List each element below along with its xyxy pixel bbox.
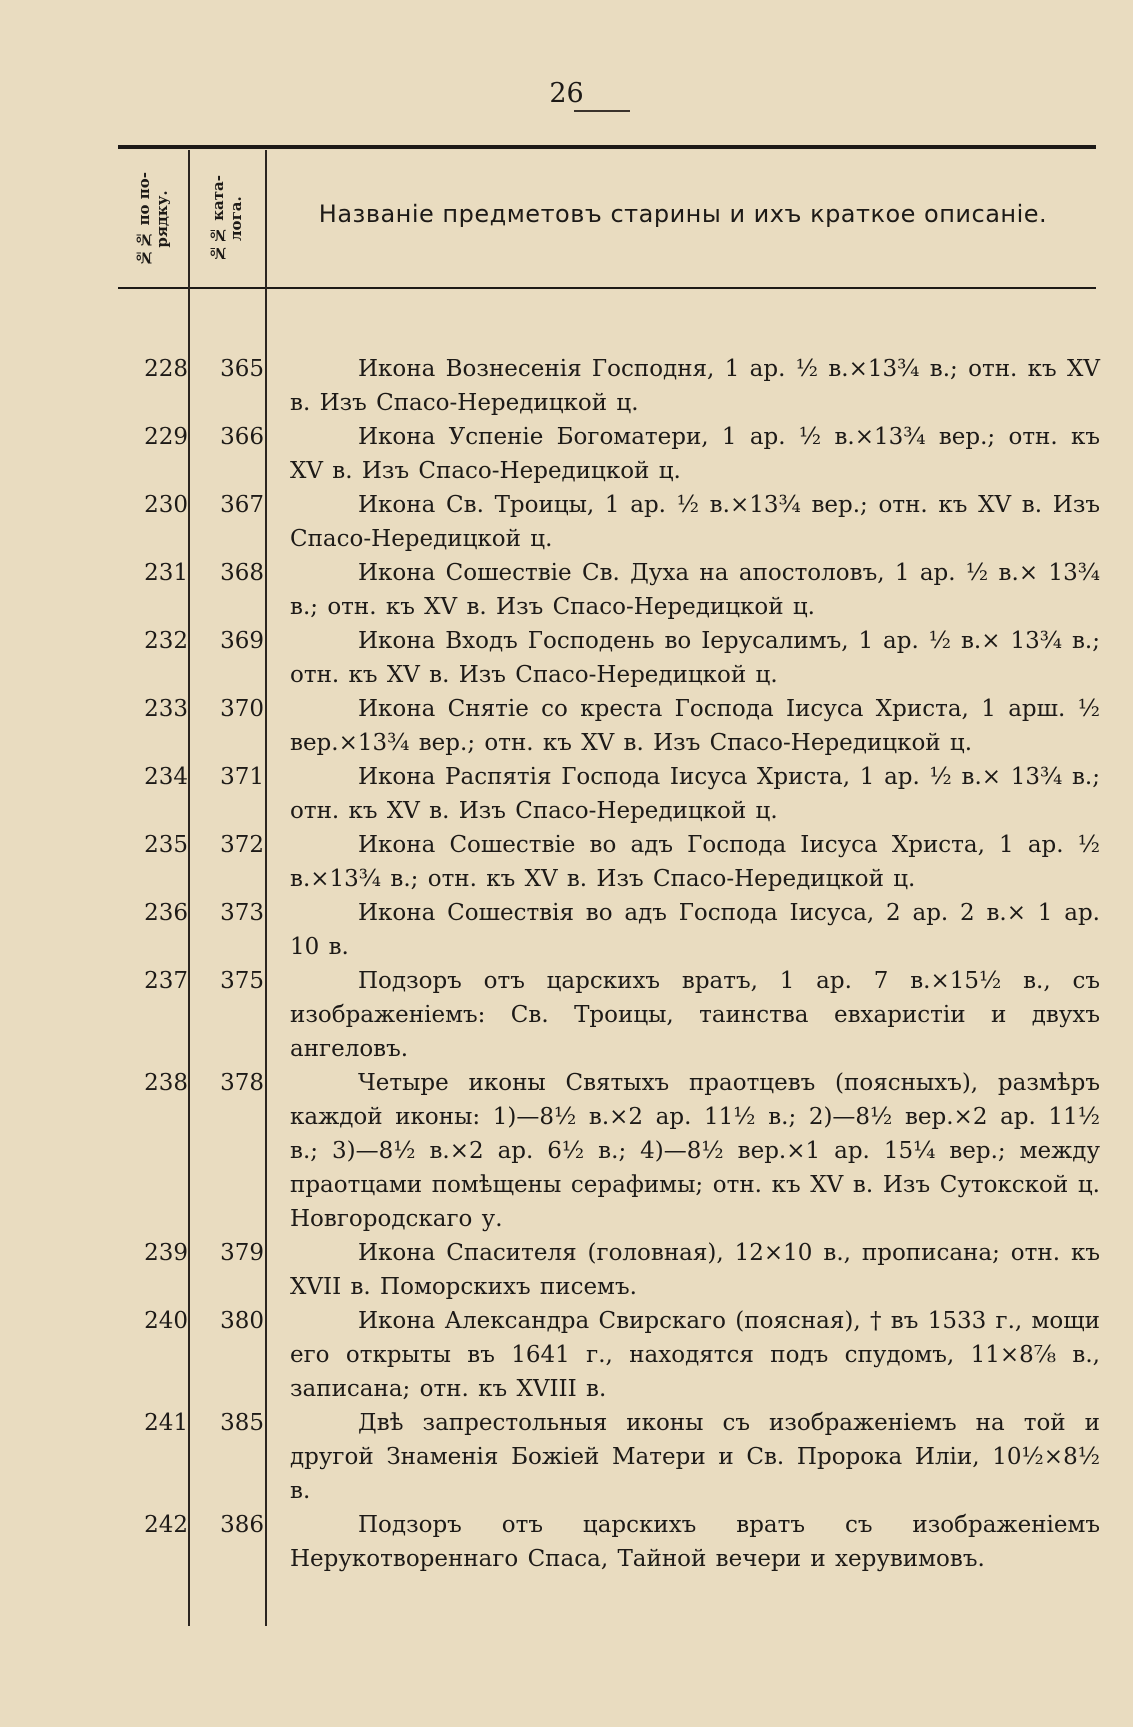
entry-catalog-number: 367 (220, 492, 264, 518)
entry-description: Икона Сошествія во адъ Господа Іисуса, 2 ар. 2 в.× 1 ар. 10 в. (290, 900, 1100, 960)
entry-description: Икона Вознесенія Господня, 1 ар. ½ в.×13¾ в.; отн. къ XV в. Изъ Спасо-Нередицкой ц. (290, 356, 1100, 416)
column-header-order (118, 156, 188, 282)
table-row (0, 420, 1133, 488)
entry-order-number: 230 (144, 492, 188, 518)
entry-catalog-number: 385 (220, 1410, 264, 1436)
entry-order-number: 233 (144, 696, 188, 722)
table-row (0, 692, 1133, 760)
table-row (0, 1066, 1133, 1236)
column-header-catalog (192, 156, 262, 282)
entry-description: Икона Спасителя (головная), 12×10 в., прописана; отн. къ XVII в. Поморскихъ писемъ. (290, 1240, 1100, 1300)
table-row (0, 556, 1133, 624)
entry-description: Икона Успеніе Богоматери, 1 ар. ½ в.×13¾ вер.; отн. къ XV в. Изъ Спасо-Нередицкой ц. (290, 424, 1100, 484)
entry-catalog-number: 386 (220, 1512, 264, 1538)
entry-description: Икона Сошествіе во адъ Господа Іисуса Христа, 1 ар. ½ в.×13¾ в.; отн. къ XV в. Изъ Спасо-Нередицкой ц. (290, 832, 1100, 892)
entry-description: Икона Входъ Господень во Іерусалимъ, 1 ар. ½ в.× 13¾ в.; отн. къ XV в. Изъ Спасо-Нередицкой ц. (290, 628, 1100, 688)
table-row (0, 964, 1133, 1066)
entry-order-number: 232 (144, 628, 188, 654)
page-number: 26 (549, 78, 584, 109)
entry-order-number: 236 (144, 900, 188, 926)
entry-catalog-number: 379 (220, 1240, 264, 1266)
entry-order-number: 231 (144, 560, 188, 586)
entry-catalog-number: 378 (220, 1070, 264, 1096)
entry-description: Икона Снятіе со креста Господа Іисуса Христа, 1 арш. ½ вер.×13¾ вер.; отн. къ XV в. Изъ Спасо-Нередицкой ц. (290, 696, 1100, 756)
entry-description: Подзоръ отъ царскихъ вратъ, 1 ар. 7 в.×15½ в., съ изображеніемъ: Св. Троицы, таинства евхаристіи и двухъ ангеловъ. (290, 968, 1100, 1062)
entry-order-number: 228 (144, 356, 188, 382)
entry-catalog-number: 371 (220, 764, 264, 790)
table-row (0, 760, 1133, 828)
entry-catalog-number: 368 (220, 560, 264, 586)
entry-description: Икона Распятія Господа Іисуса Христа, 1 ар. ½ в.× 13¾ в.; отн. къ XV в. Изъ Спасо-Нередицкой ц. (290, 764, 1100, 824)
page-number-underline (574, 110, 630, 112)
table-top-rule (118, 145, 1096, 149)
entry-catalog-number: 365 (220, 356, 264, 382)
table-row (0, 828, 1133, 896)
entry-catalog-number: 373 (220, 900, 264, 926)
entry-catalog-number: 372 (220, 832, 264, 858)
table-row (0, 1406, 1133, 1508)
entry-catalog-number: 369 (220, 628, 264, 654)
entry-order-number: 241 (144, 1410, 188, 1436)
entry-order-number: 240 (144, 1308, 188, 1334)
entry-catalog-number: 366 (220, 424, 264, 450)
table-row (0, 624, 1133, 692)
entry-description: Четыре иконы Святыхъ праотцевъ (поясныхъ), размѣръ каждой иконы: 1)—8½ в.×2 ар. 11½ в.; 2)—8½ вер.×2 ар. 11½ в.; 3)—8½ в.×2 ар. 6½ в.; 4)—8½ вер.×1 ар. 15¼ вер.; между праотцами помѣщены серафимы; отн. къ XV в. Изъ Сутокской ц. Новгородскаго у. (290, 1070, 1100, 1232)
table-row (0, 896, 1133, 964)
column-header-catalog-text: №№ ката- лога. (209, 175, 245, 263)
column-header-order-text: №№ по по- рядку. (135, 171, 171, 267)
entry-order-number: 242 (144, 1512, 188, 1538)
entry-catalog-number: 375 (220, 968, 264, 994)
entry-catalog-number: 380 (220, 1308, 264, 1334)
entry-order-number: 229 (144, 424, 188, 450)
entry-catalog-number: 370 (220, 696, 264, 722)
entry-order-number: 234 (144, 764, 188, 790)
entry-order-number: 239 (144, 1240, 188, 1266)
entry-description: Икона Александра Свирскаго (поясная), † въ 1533 г., мощи его открыты въ 1641 г., находятся подъ спудомъ, 11×8⅞ в., записана; отн. къ XVIII в. (290, 1308, 1100, 1402)
entry-description: Двѣ запрестольныя иконы съ изображеніемъ на той и другой Знаменія Божіей Матери и Св. Пророка Иліи, 10½×8½ в. (290, 1410, 1100, 1504)
entry-order-number: 235 (144, 832, 188, 858)
table-row (0, 488, 1133, 556)
entry-description: Подзоръ отъ царскихъ вратъ съ изображеніемъ Нерукотвореннаго Спаса, Тайной вечери и херувимовъ. (290, 1512, 1100, 1572)
entry-description: Икона Сошествіе Св. Духа на апостоловъ, 1 ар. ½ в.× 13¾ в.; отн. къ XV в. Изъ Спасо-Нередицкой ц. (290, 560, 1100, 620)
table-row (0, 1508, 1133, 1576)
entry-description: Икона Св. Троицы, 1 ар. ½ в.×13¾ вер.; отн. къ XV в. Изъ Спасо-Нередицкой ц. (290, 492, 1100, 552)
table-row (0, 352, 1133, 420)
table-row (0, 1304, 1133, 1406)
table-title: Названіе предметовъ старины и ихъ краткое описаніе. (318, 200, 1048, 228)
entry-order-number: 238 (144, 1070, 188, 1096)
entries-list (0, 352, 1133, 1576)
entry-order-number: 237 (144, 968, 188, 994)
table-row (0, 1236, 1133, 1304)
